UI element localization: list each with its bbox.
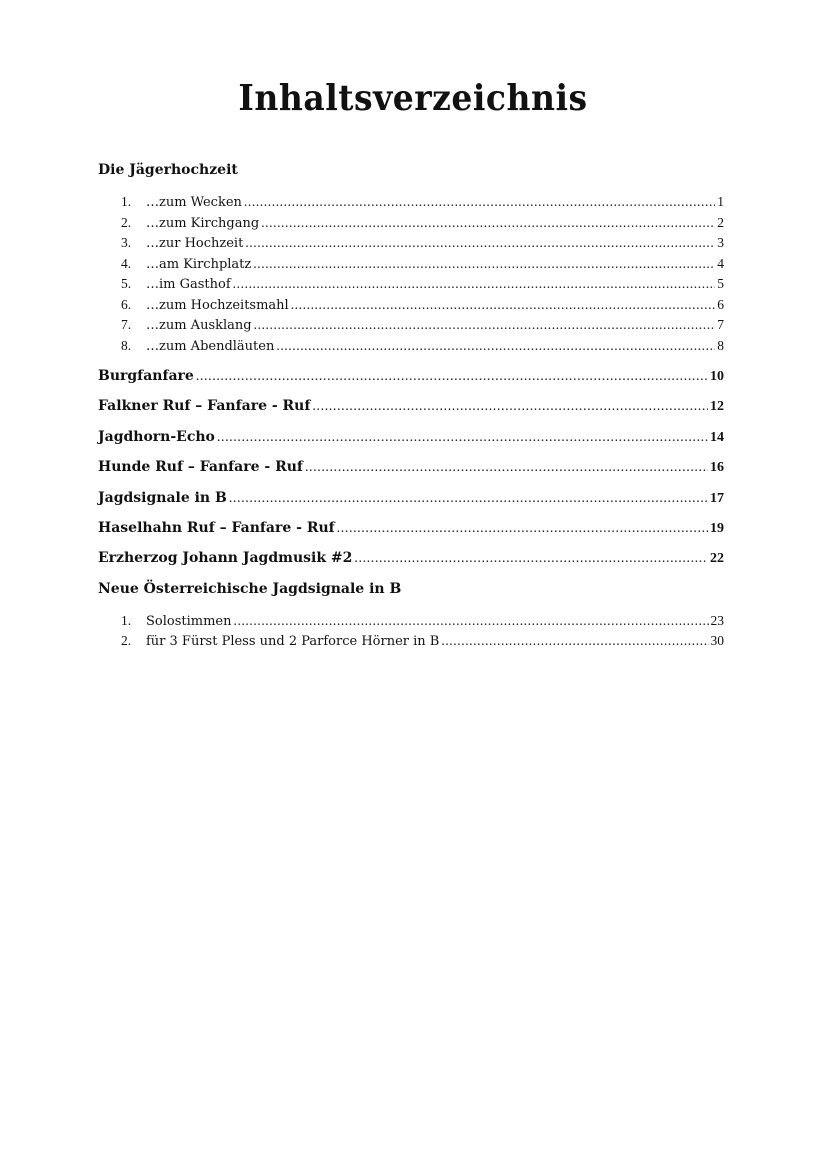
subentry-page-number: 23 — [710, 612, 724, 628]
entry-page-number: 10 — [710, 369, 724, 384]
subentry-page-number: 7 — [717, 317, 724, 332]
entry-label: Erzherzog Johann Jagdmusik #2 — [98, 550, 353, 567]
subentry-number: 8. — [121, 337, 132, 353]
subentry-page-number: 1 — [717, 194, 724, 209]
subentry-number: 1. — [121, 194, 132, 209]
toc-subentry[interactable] — [98, 213, 724, 234]
toc-subentry[interactable] — [98, 295, 724, 316]
entry-label: Hunde Ruf – Fanfare - Ruf — [98, 459, 303, 476]
entry-label: Haselhahn Ruf – Fanfare - Ruf — [98, 519, 335, 536]
toc-subentry[interactable] — [98, 192, 724, 213]
entry-page-number: 16 — [710, 460, 724, 476]
entry-label: Burgfanfare — [98, 368, 194, 384]
dot-leader — [441, 631, 708, 652]
subentry-number: 2. — [121, 214, 132, 230]
dot-leader — [229, 489, 708, 509]
entry-page-number: 12 — [710, 399, 724, 415]
subentry-number: 3. — [121, 235, 132, 250]
subentry-label: …im Gasthof — [146, 277, 231, 292]
toc-subentry[interactable] — [98, 254, 724, 275]
toc-entry-jagdsignale[interactable] — [98, 488, 724, 508]
subentry-page-number: 2 — [717, 214, 724, 230]
dot-leader — [234, 611, 709, 632]
entry-page-number: 14 — [710, 429, 724, 445]
dot-leader — [276, 336, 715, 357]
subentry-page-number: 30 — [710, 633, 724, 649]
dot-leader — [261, 213, 715, 234]
subentry-number: 6. — [121, 296, 132, 312]
toc-subentry[interactable] — [98, 631, 724, 652]
subentry-number: 7. — [121, 317, 132, 332]
subentry-page-number: 4 — [717, 255, 724, 271]
entry-label: Falkner Ruf – Fanfare - Ruf — [98, 398, 311, 415]
sub-list-neue-jagdsignale — [98, 611, 724, 652]
subentry-page-number: 6 — [717, 296, 724, 312]
dot-leader — [254, 315, 716, 336]
subentry-label: Solostimmen — [146, 613, 232, 629]
subentry-page-number: 5 — [717, 276, 724, 291]
dot-leader — [291, 295, 716, 316]
subentry-label: …zur Hochzeit — [146, 236, 244, 251]
dot-leader — [245, 233, 715, 254]
subentry-label: …zum Kirchgang — [146, 215, 260, 231]
toc-subentry[interactable] — [98, 611, 724, 632]
toc-entry-falkner-ruf[interactable] — [98, 396, 724, 416]
subentry-label: …am Kirchplatz — [146, 256, 252, 272]
subentry-label: …zum Hochzeitsmahl — [146, 297, 289, 313]
subentry-label: …zum Wecken — [146, 195, 242, 210]
toc-entry-erzherzog-johann[interactable] — [98, 548, 724, 568]
section-heading-neue-jagdsignale: Neue Österreichische Jagdsignale in B — [98, 580, 402, 597]
subentry-label: …zum Abendläuten — [146, 338, 275, 354]
section-heading-jaegerhochzeit: Die Jägerhochzeit — [98, 162, 238, 178]
toc-entry-hunde-ruf[interactable] — [98, 457, 724, 477]
subentry-label: …zum Ausklang — [146, 318, 252, 333]
dot-leader — [217, 428, 708, 448]
subentry-page-number: 3 — [717, 235, 724, 250]
subentry-number: 2. — [121, 633, 132, 649]
toc-subentry[interactable] — [98, 336, 724, 357]
toc-entry-burgfanfare[interactable] — [98, 366, 724, 386]
entry-label: Jagdhorn-Echo — [98, 428, 215, 445]
subentry-number: 4. — [121, 255, 132, 271]
entry-page-number: 22 — [710, 551, 724, 567]
subentry-page-number: 8 — [717, 337, 724, 353]
dot-leader — [337, 519, 708, 539]
subentry-number: 5. — [121, 276, 132, 291]
sub-list-jaegerhochzeit — [98, 192, 724, 356]
dot-leader — [312, 397, 708, 417]
entry-page-number: 19 — [710, 520, 724, 536]
dot-leader — [233, 274, 716, 295]
dot-leader — [244, 192, 715, 213]
dot-leader — [196, 367, 708, 387]
table-of-contents — [98, 160, 724, 662]
dot-leader — [305, 458, 708, 478]
toc-subentry[interactable] — [98, 274, 724, 295]
dot-leader — [354, 549, 708, 569]
dot-leader — [253, 254, 715, 275]
page-title: Inhaltsverzeichnis — [238, 76, 588, 119]
toc-subentry[interactable] — [98, 233, 724, 254]
entry-page-number: 17 — [710, 490, 724, 506]
subentry-label: für 3 Fürst Pless und 2 Parforce Hörner in B — [146, 634, 440, 650]
toc-subentry[interactable] — [98, 315, 724, 336]
subentry-number: 1. — [121, 612, 132, 628]
toc-entry-jagdhorn-echo[interactable] — [98, 427, 724, 447]
entry-label: Jagdsignale in B — [98, 489, 227, 506]
toc-entry-haselhahn-ruf[interactable] — [98, 518, 724, 538]
